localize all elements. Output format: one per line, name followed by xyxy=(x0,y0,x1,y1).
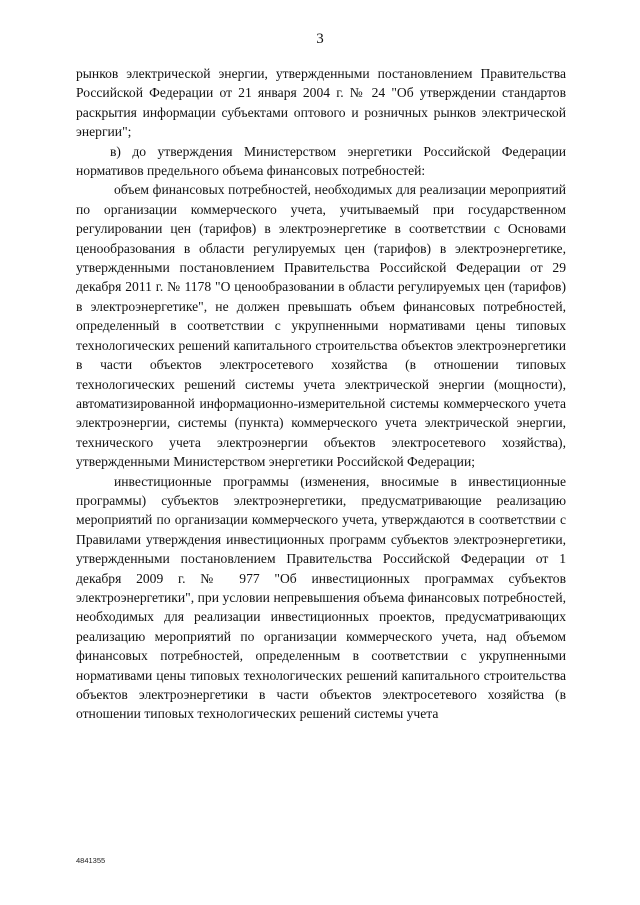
page-number: 3 xyxy=(316,31,324,47)
paragraph-continuation: рынков электрической энергии, утвержденными постановлением Правительства Российской Федерации от 21 января 2004 г. № 24 "Об утверждении стандартов раскрытия информации субъектами оптового и розничных рынков электрической энергии"; xyxy=(76,66,566,140)
paragraph-financial-volume: объем финансовых потребностей, необходимых для реализации мероприятий по организации коммерческого учета, учитываемый при государственном регулировании цен (тарифов) в электроэнергетике в соответствии с Основами ценообразования в области регулируемых цен (тарифов) в электроэнергетике, утвержденными постановлением Правительства Российской Федерации от 29 декабря 2011 г. № 1178 "О ценообразовании в области регулируемых цен (тарифов) в электроэнергетике", не должен превышать объем финансовых потребностей, определенный в соответствии с укрупненными нормативами цены типовых технологических решений капитального строительства объектов электроэнергетики в части объектов электросетевого хозяйства (в отношении типовых технологических решений системы учета электрической энергии (мощности), автоматизированной информационно-измерительной системы коммерческого учета электроэнергии, системы (пункта) коммерческого учета электрической энергии, технического учета электроэнергии объектов электросетевого хозяйства), утвержденными Министерством энергетики Российской Федерации; xyxy=(76,182,566,470)
paragraph-investment-programs: инвестиционные программы (изменения, вносимые в инвестиционные программы) субъектов электроэнергетики, предусматривающие реализацию мероприятий по организации коммерческого учета, утверждаются в соответствии с Правилами утверждения инвестиционных программ субъектов электроэнергетики, утвержденными постановлением Правительства Российской Федерации от 1 декабря 2009 г. № 977 "Об инвестиционных программах субъектов электроэнергетики", при условии непревышения объема финансовых потребностей, необходимых для реализации инвестиционных проектов, предусматривающих реализацию мероприятий по организации коммерческого учета, над объемом финансовых потребностей, определенным в соответствии с укрупненными нормативами цены типовых технологических решений капитального строительства объектов электроэнергетики в части объектов электросетевого хозяйства (в отношении типовых технологических решений системы учета xyxy=(76,473,566,722)
paragraph-item-v: в) до утверждения Министерством энергетики Российской Федерации нормативов предельного объема финансовых потребностей: xyxy=(76,143,566,179)
document-body xyxy=(76,64,566,724)
document-code: 4841355 xyxy=(76,856,106,865)
